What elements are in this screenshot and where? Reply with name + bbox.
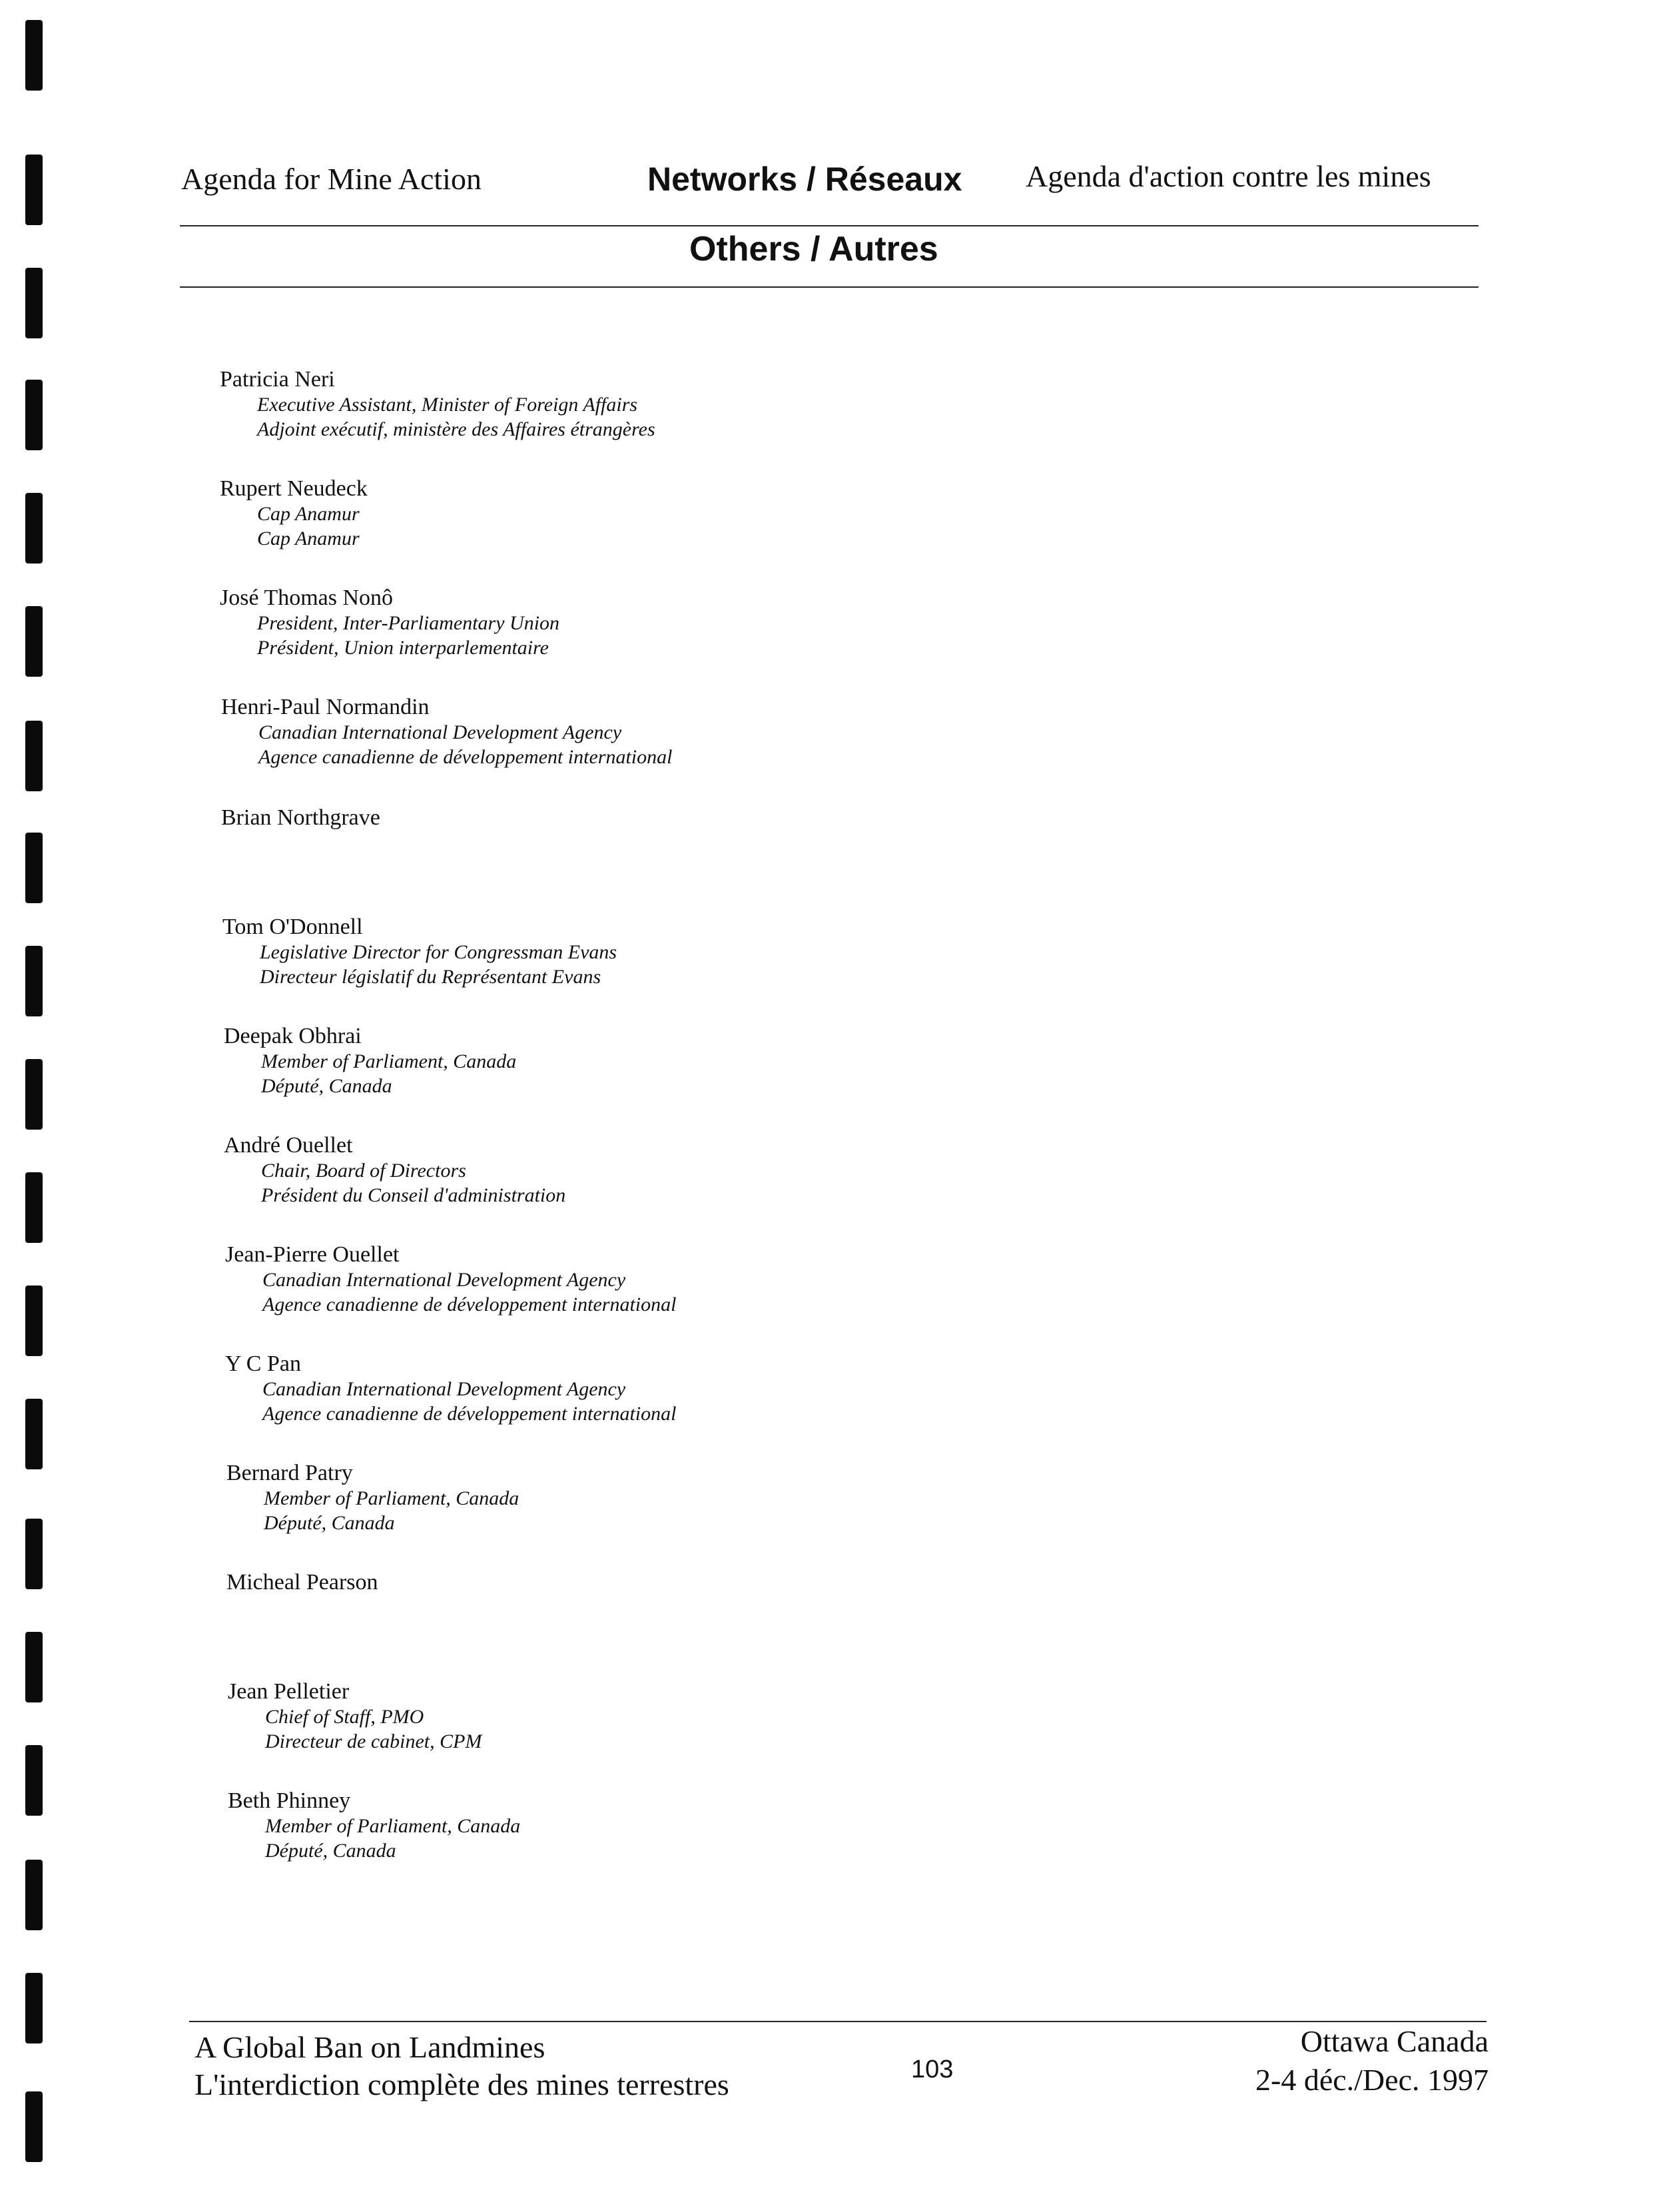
binder-hole	[25, 833, 43, 903]
participant-title-fr: Agence canadienne de développement international	[262, 1403, 677, 1425]
binder-hole	[25, 606, 43, 677]
footer-title-fr: L'interdiction complète des mines terrestres	[194, 2067, 729, 2101]
participant-title-fr: Député, Canada	[265, 1840, 396, 1862]
binder-hole	[25, 1286, 43, 1356]
participant-title-fr: Adjoint exécutif, ministère des Affaires étrangères	[257, 418, 655, 440]
footer-left	[194, 2029, 729, 2103]
section-rule	[180, 286, 1479, 288]
footer-right	[1255, 2022, 1489, 2099]
header-right-title: Agenda d'action contre les mines	[1026, 159, 1431, 193]
participant-entry	[220, 585, 559, 660]
binder-hole	[25, 1860, 43, 1930]
participant-title-fr: Président, Union interparlementaire	[257, 637, 549, 659]
participant-entry	[228, 1679, 482, 1754]
binder-hole	[25, 1172, 43, 1243]
binder-hole	[25, 721, 43, 791]
participant-title-en: Executive Assistant, Minister of Foreign Affairs	[257, 394, 638, 416]
participant-title-fr: Cap Anamur	[257, 528, 360, 550]
participant-title-fr: Député, Canada	[264, 1512, 395, 1534]
participant-name: André Ouellet	[224, 1133, 353, 1158]
participant-title-en: Cap Anamur	[257, 503, 360, 525]
header-center-title: Networks / Réseaux	[647, 161, 962, 198]
section-title: Others / Autres	[689, 230, 938, 268]
footer-date: 2-4 déc./Dec. 1997	[1255, 2063, 1489, 2097]
participant-title-fr: Directeur législatif du Représentant Evans	[260, 966, 601, 988]
participant-entry	[221, 805, 380, 831]
binder-hole	[25, 1059, 43, 1130]
participant-title-en: Chair, Board of Directors	[261, 1160, 466, 1182]
header-rule	[180, 225, 1479, 226]
participant-title-fr: Député, Canada	[261, 1075, 392, 1097]
participant-entry	[224, 1133, 565, 1208]
participant-name: Patricia Neri	[220, 367, 335, 392]
participant-entry	[224, 1024, 516, 1098]
participant-title-fr: Agence canadienne de développement international	[258, 746, 673, 768]
footer-title-en: A Global Ban on Landmines	[194, 2030, 545, 2064]
participant-title-fr: Directeur de cabinet, CPM	[265, 1730, 482, 1752]
participant-name: Deepak Obhrai	[224, 1024, 362, 1048]
participant-name: Beth Phinney	[228, 1788, 351, 1813]
participant-entry	[226, 1461, 519, 1535]
participant-title-en: Member of Parliament, Canada	[265, 1815, 521, 1837]
participant-entry	[225, 1242, 676, 1317]
binder-hole	[25, 1519, 43, 1589]
participant-title-en: President, Inter-Parliamentary Union	[257, 612, 560, 634]
binder-hole	[25, 946, 43, 1016]
participant-title-en: Canadian International Development Agency	[262, 1378, 626, 1400]
participant-name: Henri-Paul Normandin	[221, 695, 430, 719]
participant-title-en: Member of Parliament, Canada	[261, 1050, 517, 1072]
page-number: 103	[911, 2055, 954, 2083]
participant-title-fr: Président du Conseil d'administration	[261, 1184, 566, 1206]
participant-name: Micheal Pearson	[226, 1570, 378, 1595]
binder-hole	[25, 20, 43, 91]
participant-title-fr: Agence canadienne de développement international	[262, 1293, 677, 1315]
binder-hole	[25, 268, 43, 338]
participant-title-en: Chief of Staff, PMO	[265, 1706, 424, 1728]
participant-entry	[220, 476, 368, 551]
binder-hole	[25, 1745, 43, 1816]
participant-name: Y C Pan	[225, 1351, 301, 1376]
participant-entry	[226, 1570, 378, 1595]
participant-entry	[220, 367, 655, 442]
binder-hole	[25, 2091, 43, 2162]
participant-title-en: Member of Parliament, Canada	[264, 1487, 519, 1509]
binder-hole	[25, 1632, 43, 1702]
participant-title-en: Canadian International Development Agency	[262, 1269, 626, 1291]
participant-name: Brian Northgrave	[221, 805, 380, 830]
participant-name: José Thomas Nonô	[220, 585, 394, 610]
binder-hole	[25, 493, 43, 563]
footer-location: Ottawa Canada	[1300, 2024, 1489, 2058]
participant-name: Rupert Neudeck	[220, 476, 368, 501]
participant-name: Jean-Pierre Ouellet	[225, 1242, 400, 1267]
participant-title-en: Canadian International Development Agency	[258, 721, 622, 743]
participant-entry	[225, 1351, 676, 1426]
participant-name: Tom O'Donnell	[222, 915, 363, 939]
participant-name: Jean Pelletier	[228, 1679, 350, 1704]
participant-name: Bernard Patry	[226, 1461, 353, 1485]
header-left-title: Agenda for Mine Action	[181, 162, 482, 196]
participant-title-en: Legislative Director for Congressman Evans	[260, 941, 617, 963]
binder-hole	[25, 1973, 43, 2043]
participant-entry	[221, 695, 672, 769]
binder-hole	[25, 1399, 43, 1469]
binder-hole	[25, 155, 43, 225]
participant-entry	[228, 1788, 520, 1863]
participant-entry	[222, 915, 617, 989]
binder-hole	[25, 380, 43, 450]
